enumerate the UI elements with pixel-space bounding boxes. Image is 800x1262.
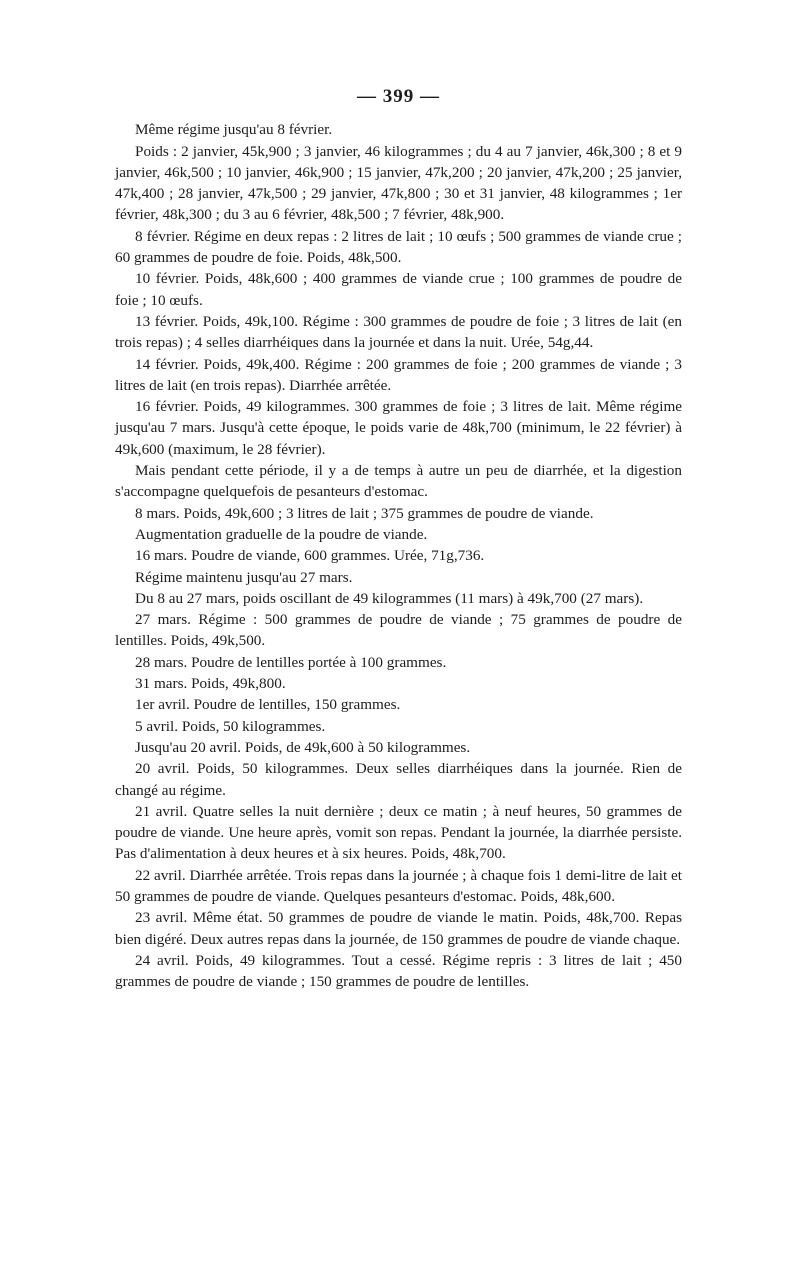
- paragraph: 23 avril. Même état. 50 grammes de poudre de viande le matin. Poids, 48k,700. Repas bien digéré. Deux autres repas dans la journée, de 150 grammes de poudre de viande chaque.: [115, 909, 682, 948]
- paragraph: 20 avril. Poids, 50 kilogrammes. Deux selles diarrhéiques dans la journée. Rien de changé au régime.: [115, 760, 682, 799]
- paragraph: Poids : 2 janvier, 45k,900 ; 3 janvier, 46 kilogrammes ; du 4 au 7 janvier, 46k,300 ; 8 et 9 janvier, 46k,500 ; 10 janvier, 46k,900 ; 15 janvier, 47k,200 ; 20 janvier, 47k,200 ; 25 janvier, 47k,400 ; 28 janvier, 47k,500 ; 29 janvier, 47k,800 ; 30 et 31 janvier, 48 kilogrammes ; 1er février, 48k,300 ; du 3 au 6 février, 48k,500 ; 7 février, 48k,900.: [115, 142, 682, 224]
- paragraph: 8 mars. Poids, 49k,600 ; 3 litres de lait ; 375 grammes de poudre de viande.: [135, 504, 594, 522]
- paragraph: Même régime jusqu'au 8 février.: [135, 121, 333, 139]
- paragraph: 31 mars. Poids, 49k,800.: [135, 675, 286, 693]
- paragraph: Mais pendant cette période, il y a de temps à autre un peu de diarrhée, et la digestion s'accompagne quelquefois de pesanteurs d'estomac.: [115, 462, 682, 501]
- paragraph: Augmentation graduelle de la poudre de viande.: [135, 525, 428, 543]
- paragraph: 8 février. Régime en deux repas : 2 litres de lait ; 10 œufs ; 500 grammes de viande crue ; 60 grammes de poudre de foie. Poids, 48k,500.: [115, 227, 682, 267]
- paragraph: 14 février. Poids, 49k,400. Régime : 200 grammes de foie ; 200 grammes de viande ; 3 litres de lait (en trois repas). Diarrhée arrêtée.: [115, 355, 682, 394]
- paragraph: Du 8 au 27 mars, poids oscillant de 49 kilogrammes (11 mars) à 49k,700 (27 mars).: [135, 589, 644, 607]
- paragraph: 5 avril. Poids, 50 kilogrammes.: [135, 717, 326, 735]
- book-page: [115, 86, 682, 992]
- paragraph: 28 mars. Poudre de lentilles portée à 100 grammes.: [135, 653, 447, 671]
- paragraph: 1er avril. Poudre de lentilles, 150 grammes.: [135, 696, 401, 714]
- paragraph: 16 mars. Poudre de viande, 600 grammes. Urée, 71g,736.: [135, 547, 485, 565]
- paragraph: 21 avril. Quatre selles la nuit dernière ; deux ce matin ; à neuf heures, 50 grammes de poudre de viande. Une heure après, vomit son repas. Pendant la journée, la diarrhée persiste. Pas d'alimentation à deux heures et à six heures. Poids, 48k,700.: [115, 802, 682, 863]
- paragraph: 10 février. Poids, 48k,600 ; 400 grammes de viande crue ; 100 grammes de poudre de foie ; 10 œufs.: [115, 270, 682, 309]
- paragraph: Régime maintenu jusqu'au 27 mars.: [135, 568, 353, 586]
- paragraph: 16 février. Poids, 49 kilogrammes. 300 grammes de foie ; 3 litres de lait. Même régime jusqu'au 7 mars. Jusqu'à cette époque, le poids varie de 48k,700 (minimum, le 22 février) à 49k,600 (maximum, le 28 février).: [115, 398, 682, 458]
- paragraph: 24 avril. Poids, 49 kilogrammes. Tout a cessé. Régime repris : 3 litres de lait ; 450 grammes de poudre de viande ; 150 grammes de poudre de lentilles.: [115, 951, 682, 991]
- paragraph: 27 mars. Régime : 500 grammes de poudre de viande ; 75 grammes de poudre de lentilles. Poids, 49k,500.: [115, 611, 682, 650]
- paragraph: Jusqu'au 20 avril. Poids, de 49k,600 à 50 kilogrammes.: [135, 738, 471, 756]
- paragraph: 22 avril. Diarrhée arrêtée. Trois repas dans la journée ; à chaque fois 1 demi-litre de lait et 50 grammes de poudre de viande. Quelques pesanteurs d'estomac. Poids, 48k,600.: [115, 866, 682, 905]
- page-number: — 399 —: [357, 86, 440, 107]
- paragraph: 13 février. Poids, 49k,100. Régime : 300 grammes de poudre de foie ; 3 litres de lait (en trois repas) ; 4 selles diarrhéiques dans la journée et dans la nuit. Urée, 54g,44.: [115, 312, 682, 352]
